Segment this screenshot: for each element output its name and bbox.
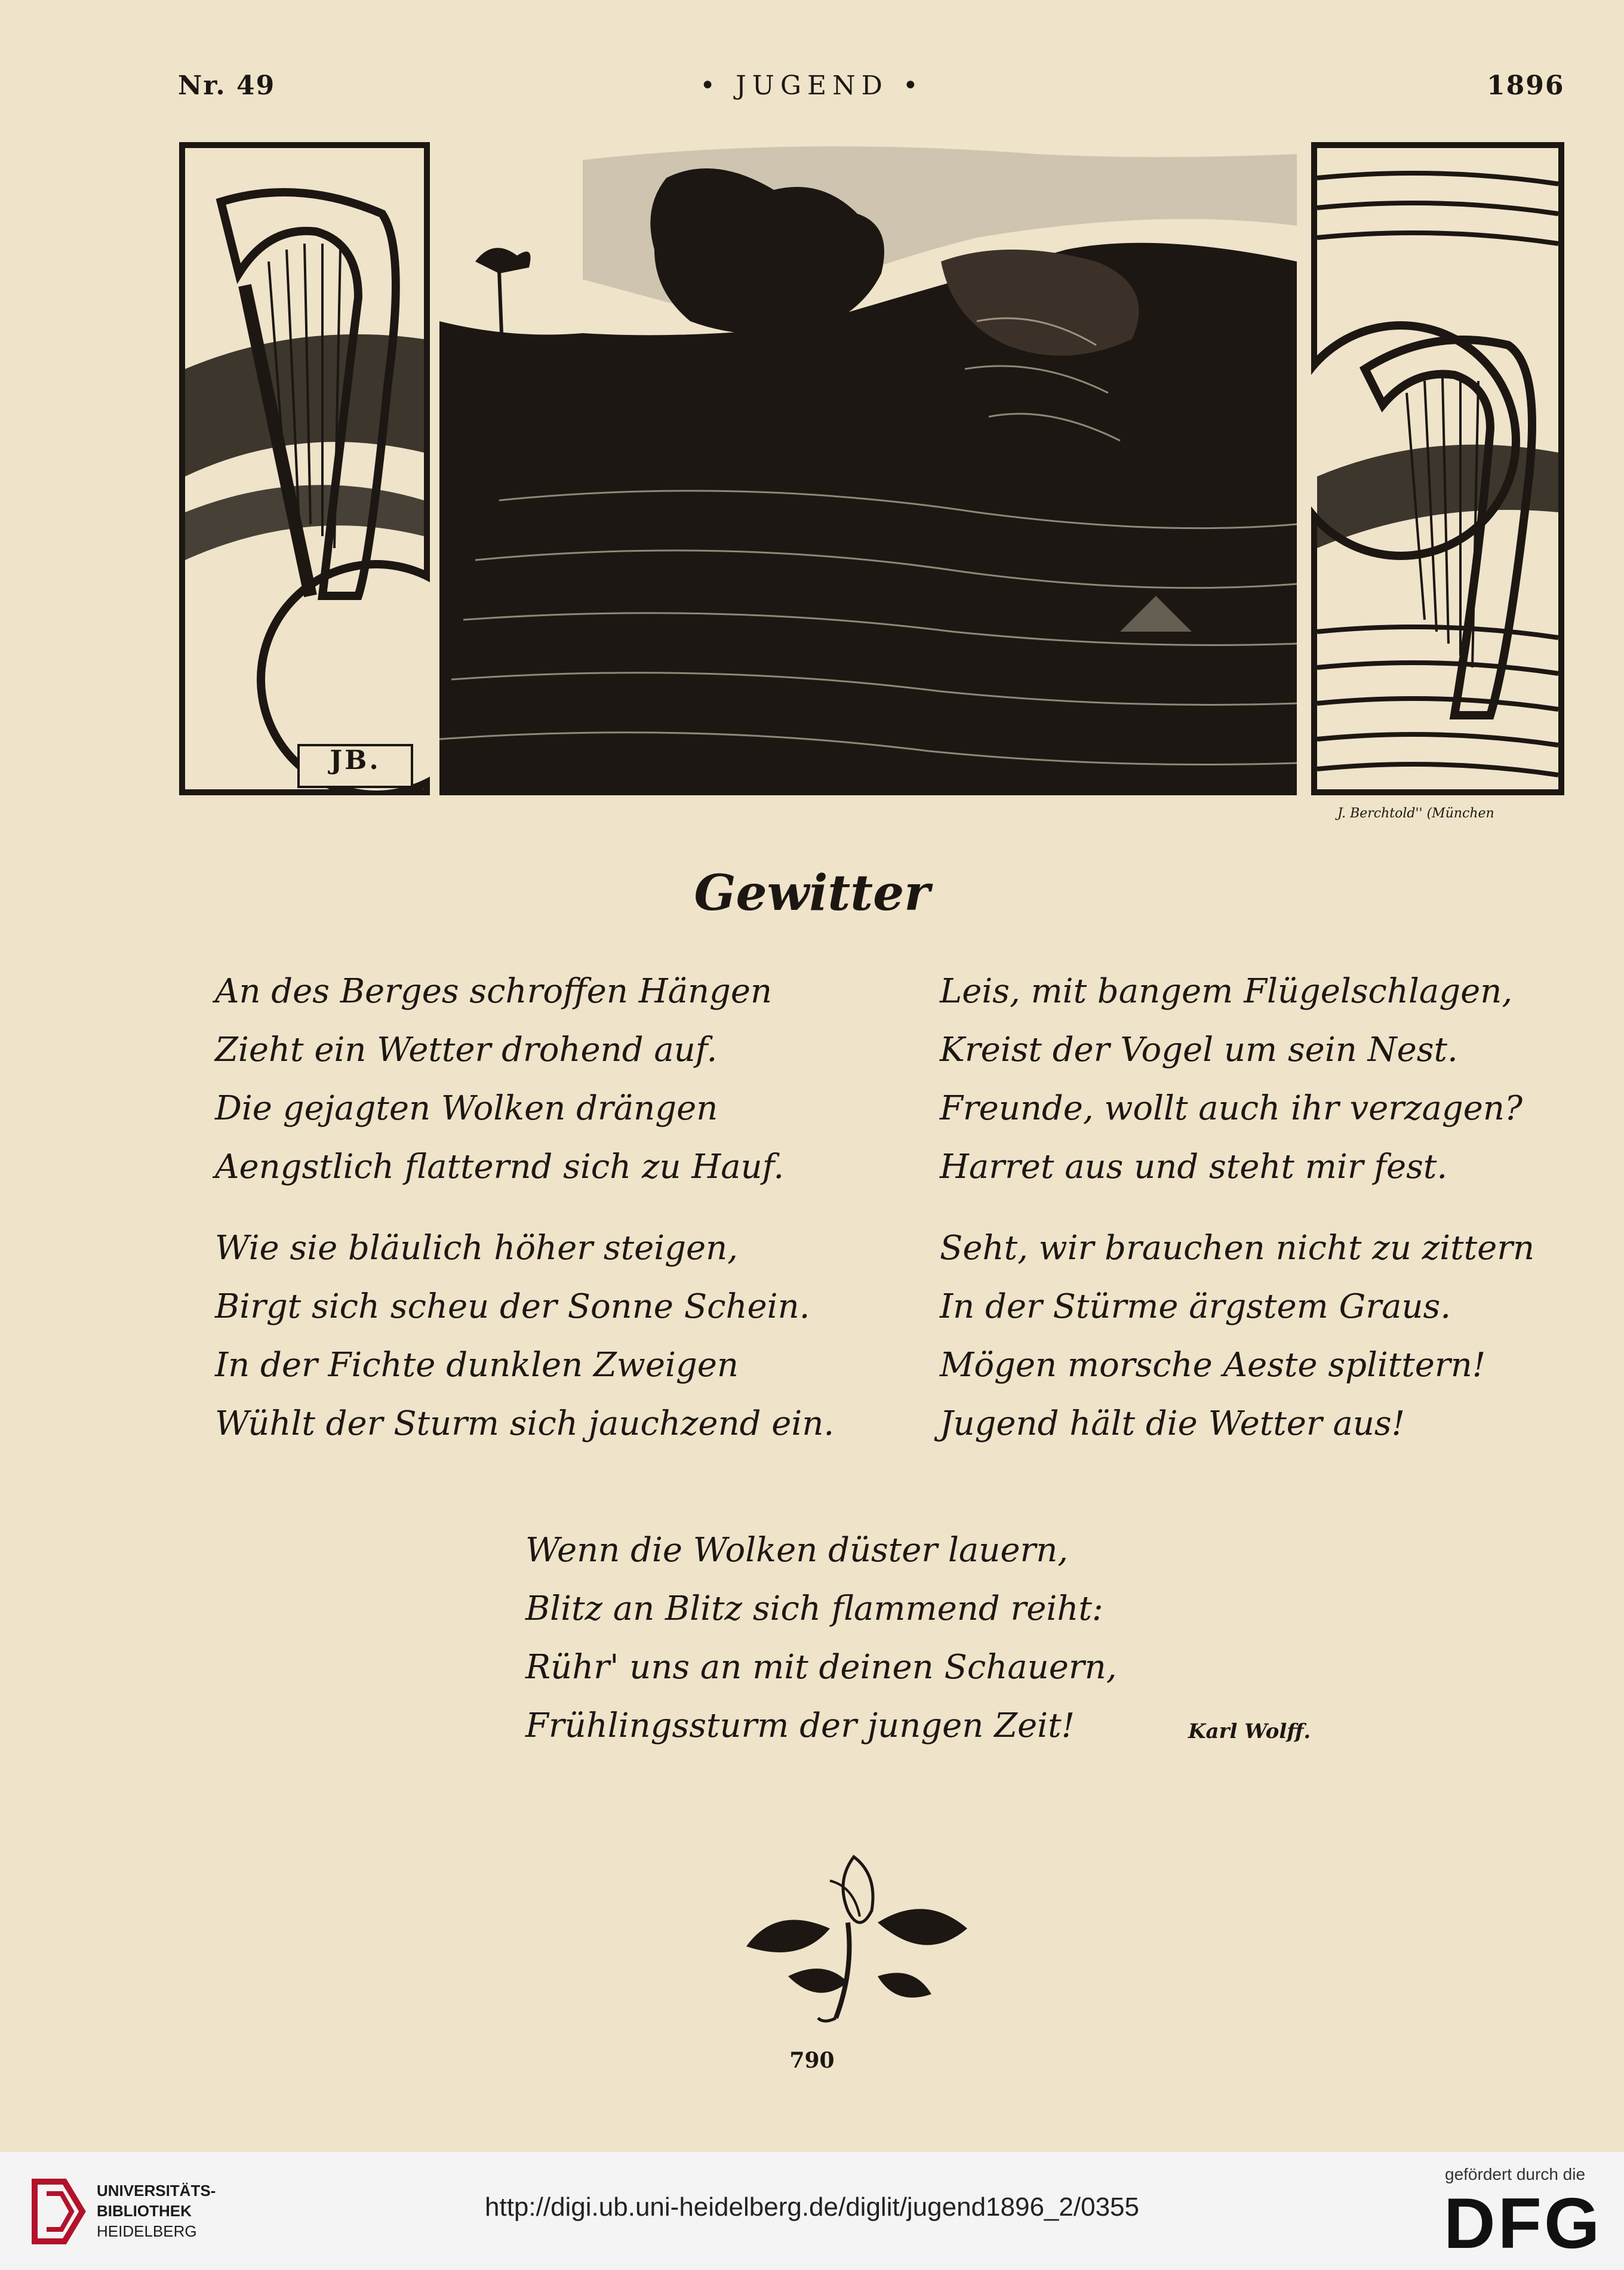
verse-line: Mögen morsche Aeste splittern!	[940, 1346, 1486, 1385]
library-name-line: BIBLIOTHEK	[97, 2202, 192, 2220]
issue-year: 1896	[1487, 70, 1565, 101]
dfg-logo: DFG	[1444, 2183, 1603, 2263]
permalink-url[interactable]: http://digi.ub.uni-heidelberg.de/diglit/jugend1896_2/0355	[485, 2192, 1139, 2222]
stanza	[940, 1219, 1534, 1453]
verse-line: Freunde, wollt auch ihr verzagen?	[940, 1089, 1523, 1128]
verse-line: Harret aus und steht mir fest.	[940, 1148, 1448, 1186]
verse-line: Wenn die Wolken düster lauern,	[525, 1531, 1069, 1570]
stanza	[215, 1219, 834, 1453]
verse-line: Wühlt der Sturm sich jauchzend ein.	[215, 1404, 835, 1443]
verse-line: Blitz an Blitz sich flammend reiht:	[525, 1589, 1103, 1628]
verse-line: Jugend hält die Wetter aus!	[940, 1404, 1405, 1443]
verse-line: Leis, mit bangem Flügelschlagen,	[940, 972, 1513, 1011]
verse-line: In der Fichte dunklen Zweigen	[215, 1346, 739, 1385]
artist-monogram: JB.	[330, 745, 381, 776]
printer-credit: J. Berchtold'' (München	[1337, 806, 1494, 821]
verse-line: Frühlingssturm der jungen Zeit!	[525, 1706, 1075, 1745]
stanza	[525, 1521, 1117, 1755]
stanza	[215, 962, 784, 1196]
verse-line: Wie sie bläulich höher steigen,	[215, 1229, 738, 1268]
harp-panel-left	[179, 142, 430, 795]
verse-line: Aengstlich flatternd sich zu Hauf.	[215, 1148, 785, 1186]
storm-landscape-illustration	[439, 142, 1297, 795]
verse-line: Zieht ein Wetter drohend auf.	[215, 1031, 718, 1069]
verse-line: Rühr' uns an mit deinen Schauern,	[525, 1648, 1117, 1687]
poem-author: Karl Wolff.	[1188, 1720, 1311, 1743]
verse-line: Kreist der Vogel um sein Nest.	[940, 1031, 1458, 1069]
verse-line: Die gejagten Wolken drängen	[215, 1089, 718, 1128]
flower-vignette	[728, 1839, 979, 2030]
magazine-title: • JUGEND •	[700, 70, 924, 101]
verse-line: Seht, wir brauchen nicht zu zittern	[940, 1229, 1535, 1268]
verse-line: Birgt sich scheu der Sonne Schein.	[215, 1287, 810, 1326]
funding-note: gefördert durch die	[1445, 2165, 1586, 2183]
stanza	[940, 962, 1522, 1196]
verse-line: In der Stürme ärgstem Graus.	[940, 1287, 1451, 1326]
harp-panel-right	[1311, 142, 1564, 795]
library-name-line: UNIVERSITÄTS-	[97, 2182, 216, 2200]
viewer-footer	[0, 2152, 1624, 2270]
page-number: 790	[789, 2048, 835, 2073]
verse-line: An des Berges schroffen Hängen	[215, 972, 773, 1011]
issue-number: Nr. 49	[178, 70, 276, 101]
library-name-line: HEIDELBERG	[97, 2222, 197, 2240]
poem-title: Gewitter	[694, 865, 930, 922]
